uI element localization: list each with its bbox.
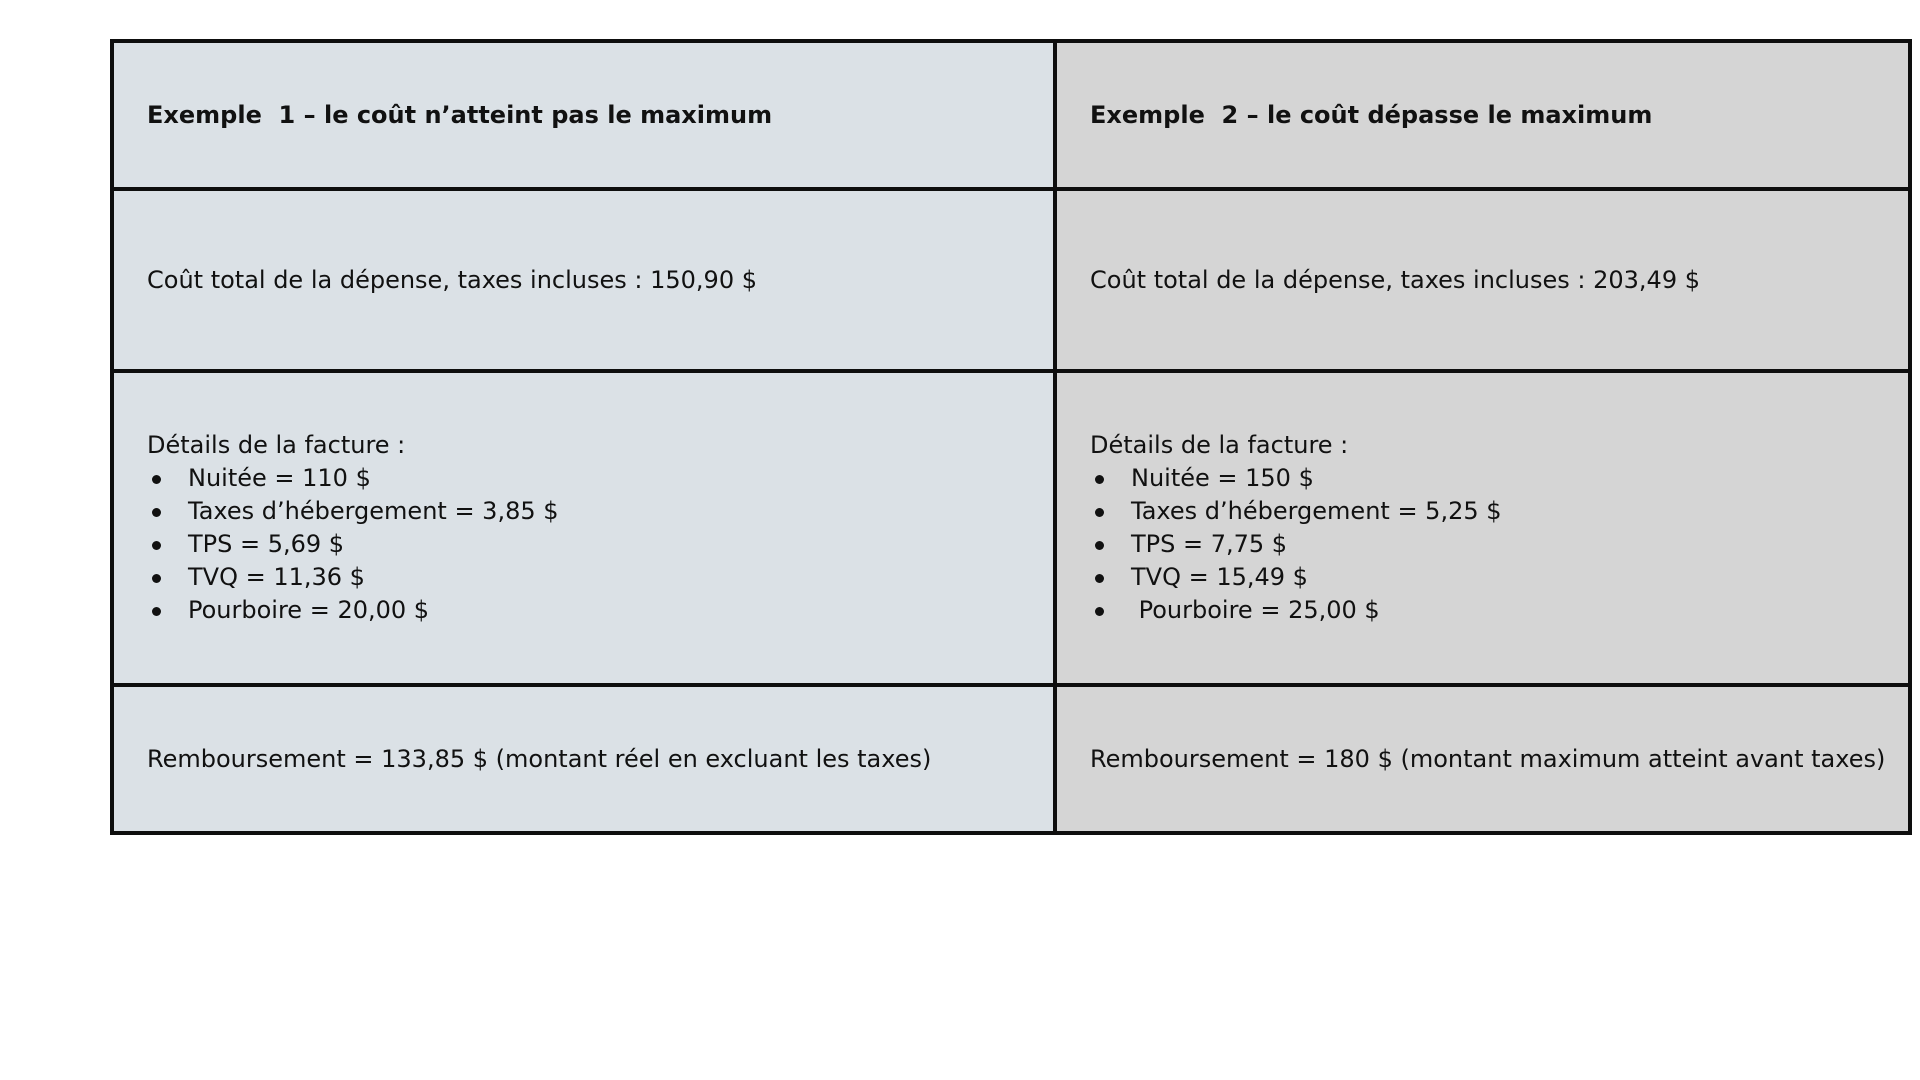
example-2-details-label: Détails de la facture : — [1090, 431, 1349, 459]
list-item: TVQ = 15,49 $ — [1090, 561, 1908, 594]
list-item: Pourboire = 20,00 $ — [147, 594, 1053, 627]
example-1-total: Coût total de la dépense, taxes incluses : 150,90 $ — [147, 265, 757, 294]
example-2-details-cell — [1055, 371, 1910, 685]
example-1-total-cell — [112, 189, 1055, 371]
example-1-title: Exemple 1 – le coût n’atteint pas le maximum — [147, 100, 773, 129]
example-2-title: Exemple 2 – le coût dépasse le maximum — [1090, 100, 1653, 129]
list-item: Nuitée = 150 $ — [1090, 462, 1908, 495]
list-item: Nuitée = 110 $ — [147, 462, 1053, 495]
example-2-refund: Remboursement = 180 $ (montant maximum atteint avant taxes) — [1090, 744, 1886, 773]
example-1-details-label: Détails de la facture : — [147, 431, 406, 459]
table-row-refund — [112, 685, 1910, 833]
table-row-header — [112, 41, 1910, 189]
list-item: TPS = 7,75 $ — [1090, 528, 1908, 561]
table-row-total — [112, 189, 1910, 371]
example-2-total: Coût total de la dépense, taxes incluses : 203,49 $ — [1090, 265, 1700, 294]
comparison-table — [110, 39, 1912, 835]
example-1-refund: Remboursement = 133,85 $ (montant réel en excluant les taxes) — [147, 744, 932, 773]
example-1-refund-cell — [112, 685, 1055, 833]
example-1-invoice-list — [147, 462, 1053, 627]
list-item: Taxes d’hébergement = 5,25 $ — [1090, 495, 1908, 528]
list-item: Taxes d’hébergement = 3,85 $ — [147, 495, 1053, 528]
list-item: TPS = 5,69 $ — [147, 528, 1053, 561]
example-2-refund-cell — [1055, 685, 1910, 833]
example-2-total-cell — [1055, 189, 1910, 371]
example-1-title-cell — [112, 41, 1055, 189]
list-item: Pourboire = 25,00 $ — [1090, 594, 1908, 627]
example-1-details-cell — [112, 371, 1055, 685]
table-row-details — [112, 371, 1910, 685]
example-2-invoice-list — [1090, 462, 1908, 627]
example-2-title-cell — [1055, 41, 1910, 189]
list-item: TVQ = 11,36 $ — [147, 561, 1053, 594]
